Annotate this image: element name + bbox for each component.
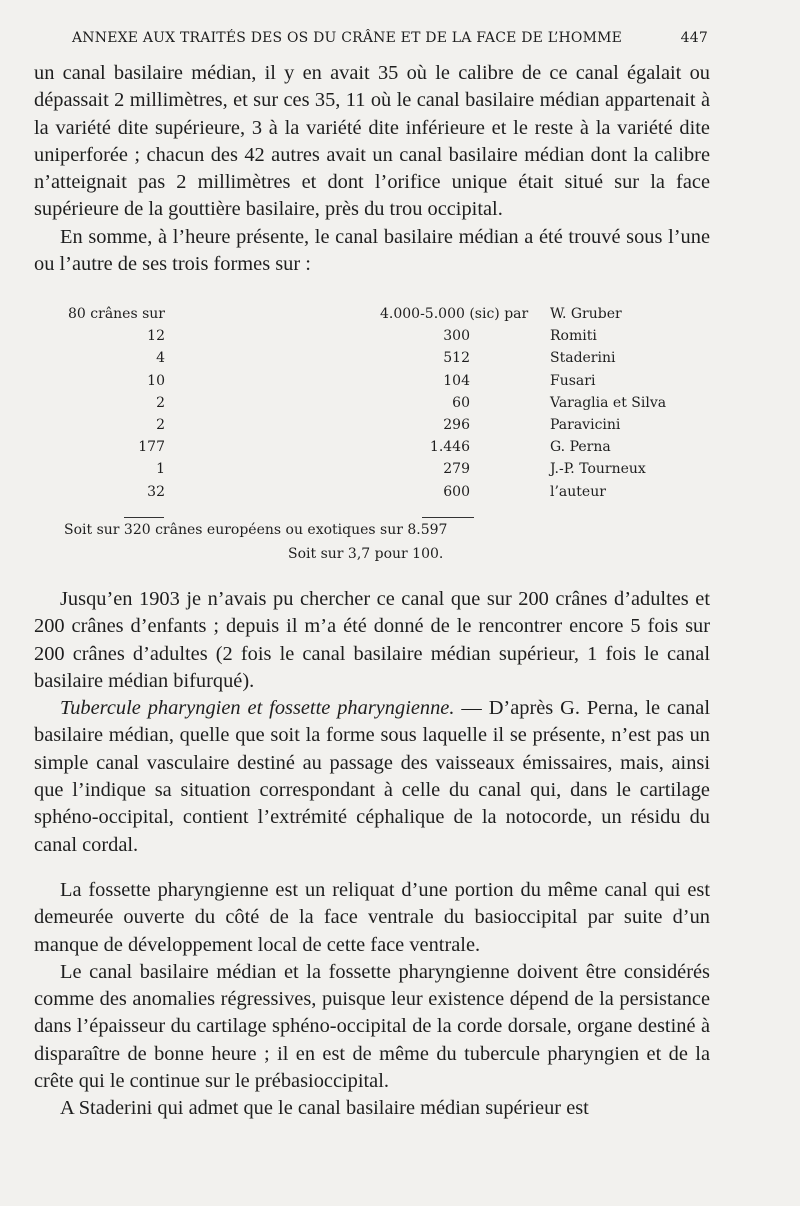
- crania-count: 80 crânes sur: [68, 306, 165, 322]
- crania-total: 279: [443, 461, 470, 478]
- table-row: [60, 306, 622, 328]
- crania-count: 2: [156, 394, 165, 411]
- paragraph-pharyngeal: [34, 695, 710, 859]
- paragraph-1903: Jusqu’en 1903 je n’avais pu chercher ce canal que sur 200 crânes d’adultes et 200 crânes d’enfants ; depuis il m’a été donné de le rencontrer encore 5 fois sur 200 crânes d’adultes (2 fois le canal basilaire médian supérieur, 1 fois le canal basilaire médian bifurqué).: [34, 588, 710, 692]
- crania-total: 296: [443, 416, 470, 433]
- crania-total: 512: [443, 350, 470, 367]
- section-heading-italic: Tubercule pharyngien et fossette pharyngienne.: [60, 697, 455, 720]
- crania-total: 104: [443, 372, 470, 389]
- crania-total: 4.000-5.000 (sic) par: [380, 306, 529, 322]
- table-row: [60, 461, 646, 483]
- page-header: [72, 30, 708, 46]
- paragraph-anomalies: Le canal basilaire médian et la fossette pharyngienne doivent être considérés comme des anomalies régressives, puisque leur existence dépend de la persistance dans l’épaisseur du cartilage sphéno-occipital de la corde dorsale, organe destiné à disparaître de bonne heure ; il en est de même du tubercule pharyngien et de la crête qui le continue sur le prébasioccipital.: [34, 960, 710, 1093]
- page-number: 447: [680, 30, 708, 46]
- crania-total: 600: [443, 483, 470, 500]
- crania-total: 1.446: [429, 439, 470, 456]
- crania-count: 32: [147, 483, 165, 500]
- table-row: [60, 483, 606, 506]
- paragraph-staderini: A Staderini qui admet que le canal basilaire médian supérieur est: [60, 1097, 589, 1120]
- author-name: J.-P. Tourneux: [550, 461, 646, 478]
- paragraph-pharyngeal-text: — D’après G. Perna, le canal basilaire médian, quelle que soit la forme sous laquelle il se présente, n’est pas un simple canal vasculaire destiné au passage des vaisseaux émissaires, mais, ainsi que l’indique sa situation correspondant à celle du canal qui, dans le cartilage sphéno-occipital, contient l’extrémité céphalique de la notocorde, un résidu du canal cordal.: [34, 697, 710, 856]
- table-row: [60, 350, 616, 372]
- main-section: [34, 586, 710, 1123]
- table-row: [60, 328, 597, 350]
- paragraph-continued: un canal basilaire médian, il y en avait 35 où le calibre de ce canal égalait ou dépassait 2 millimètres, et sur ces 35, 11 où le canal basilaire médian appartenait à la variété dite supérieure, 3 à la variété dite inférieure et le reste à la variété dite uniperforée ; chacun des 42 autres avait un canal basilaire médian dont la calibre n’atteignait pas 2 millimètres et dont l’orifice unique était situé sur la face supérieure de la gouttière basilaire, près du trou occipital.: [34, 62, 710, 221]
- intro-section: [34, 60, 710, 278]
- crania-count: 177: [138, 439, 165, 456]
- crania-count: 10: [147, 372, 165, 389]
- sum-rule-left: [124, 517, 164, 518]
- author-name: Romiti: [550, 328, 597, 345]
- author-name: l’auteur: [550, 483, 606, 500]
- crania-count: 2: [156, 416, 165, 433]
- running-title: ANNEXE AUX TRAITÉS DES OS DU CRÂNE ET DE LA FACE DE L’HOMME: [72, 30, 623, 46]
- table-row: [60, 394, 667, 417]
- table-row: [60, 416, 621, 439]
- crania-count: 4: [156, 350, 165, 367]
- author-name: Staderini: [550, 350, 616, 367]
- author-name: Varaglia et Silva: [550, 394, 667, 411]
- crania-count: 1: [156, 461, 165, 478]
- paragraph-fossette: La fossette pharyngienne est un reliquat d’une portion du même canal qui est demeurée ouverte du côté de la face ventrale du basioccipital par suite d’un manque de développement local de cette face ventrale.: [34, 878, 710, 956]
- table-row: [60, 372, 596, 395]
- sum-rule-right: [422, 517, 474, 518]
- table-summary-ratio: Soit sur 3,7 pour 100.: [288, 546, 444, 562]
- author-name: G. Perna: [550, 439, 611, 456]
- crania-total: 300: [443, 328, 470, 345]
- author-name: Paravicini: [550, 416, 621, 433]
- table-summary-line: Soit sur 320 crânes européens ou exotiques sur 8.597: [64, 522, 448, 538]
- author-name: Fusari: [550, 372, 596, 389]
- paragraph-summary-intro: En somme, à l’heure présente, le canal basilaire médian a été trouvé sous l’une ou l’autre de ses trois formes sur :: [34, 225, 710, 276]
- statistics-table: [60, 306, 667, 506]
- crania-count: 12: [147, 328, 165, 345]
- table-row: [60, 439, 611, 461]
- crania-total: 60: [452, 394, 470, 411]
- author-name: W. Gruber: [550, 306, 622, 322]
